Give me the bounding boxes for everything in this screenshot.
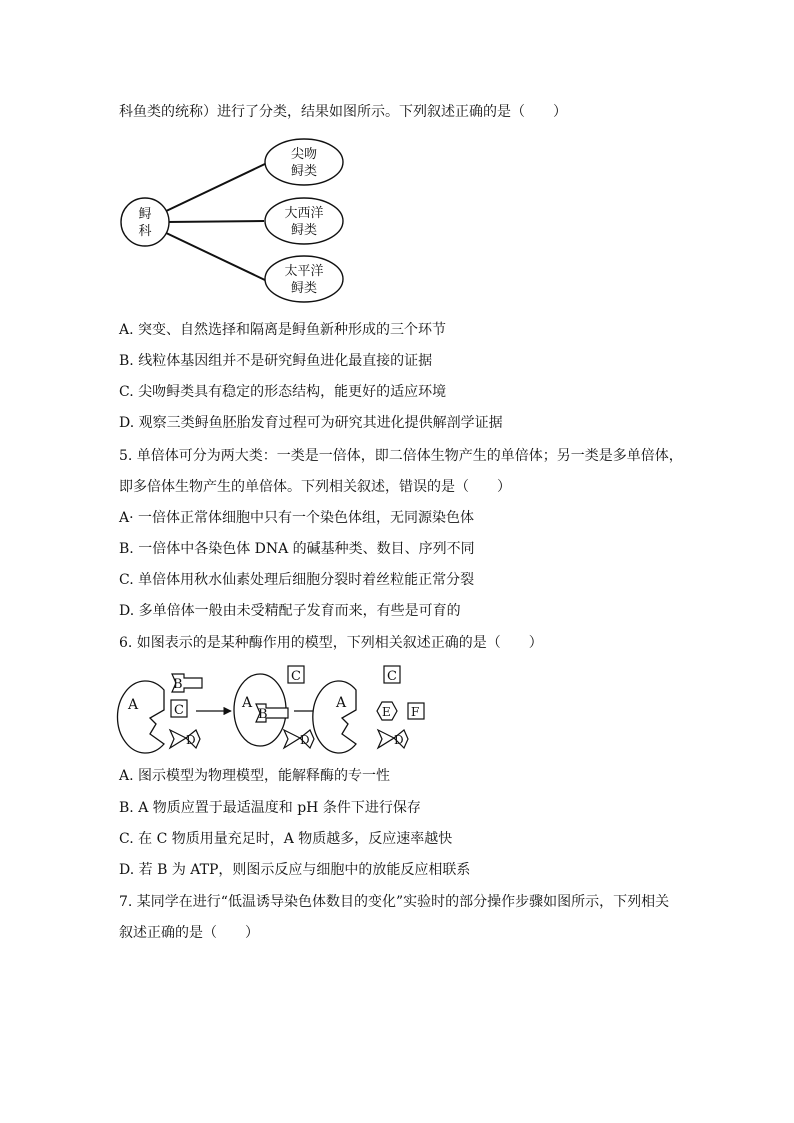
q6-stem: 6. 如图表示的是某种酶作用的模型，下列相关叙述正确的是（ ） bbox=[119, 635, 543, 651]
q5-option-a: A· 一倍体正常体细胞中只有一个染色体组，无同源染色体 bbox=[119, 510, 475, 526]
label-b-1: B bbox=[173, 677, 183, 692]
label-d-3: D bbox=[394, 733, 404, 747]
q7-stem-line-2: 叙述正确的是（ ） bbox=[119, 925, 259, 941]
q7-stem-line-1: 7. 某同学在进行“低温诱导染色体数目的变化”实验时的部分操作步骤如图所示，下列相关 bbox=[119, 894, 670, 910]
q4-stem: 科鱼类的统称）进行了分类，结果如图所示。下列叙述正确的是（ ） bbox=[119, 104, 567, 120]
node-2-line-1: 大西洋 bbox=[284, 206, 324, 221]
node-1-line-2: 鲟类 bbox=[290, 164, 318, 179]
label-c-1: C bbox=[174, 703, 184, 718]
node-2-line-2: 鲟类 bbox=[290, 223, 318, 238]
q6-option-a: A. 图示模型为物理模型，能解释酶的专一性 bbox=[119, 768, 391, 784]
label-e: E bbox=[382, 705, 391, 719]
q5-option-c: C. 单倍体用秋水仙素处理后细胞分裂时着丝粒能正常分裂 bbox=[119, 572, 475, 588]
stage-3 bbox=[313, 666, 424, 753]
node-1-line-1: 尖吻 bbox=[290, 147, 318, 162]
q4-option-a: A. 突变、自然选择和隔离是鲟鱼新种形成的三个环节 bbox=[119, 322, 447, 338]
q4-option-c: C. 尖吻鲟类具有稳定的形态结构，能更好的适应环境 bbox=[119, 384, 447, 400]
stage-2 bbox=[234, 666, 314, 748]
root-label-2: 科 bbox=[138, 224, 152, 239]
enzyme-model-diagram bbox=[116, 662, 436, 762]
label-d-2: D bbox=[300, 733, 310, 747]
label-a-1: A bbox=[128, 697, 139, 713]
label-c-3: C bbox=[387, 669, 397, 684]
sturgeon-classification-diagram bbox=[110, 136, 360, 306]
q5-option-b: B. 一倍体中各染色体 DNA 的碱基种类、数目、序列不同 bbox=[119, 541, 475, 557]
q5-stem-line-1: 5. 单倍体可分为两大类：一类是一倍体，即二倍体生物产生的单倍体；另一类是多单倍体， bbox=[119, 448, 683, 464]
label-a-3: A bbox=[336, 695, 347, 711]
q4-option-b: B. 线粒体基因组并不是研究鲟鱼进化最直接的证据 bbox=[119, 353, 433, 369]
root-label-1: 鲟 bbox=[138, 207, 152, 222]
label-f: F bbox=[411, 705, 420, 719]
q4-option-d: D. 观察三类鲟鱼胚胎发育过程可为研究其进化提供解剖学证据 bbox=[119, 415, 503, 431]
stage-1 bbox=[117, 674, 202, 753]
node-3-line-1: 太平洋 bbox=[284, 264, 324, 279]
label-d-1: D bbox=[186, 733, 196, 747]
q6-option-c: C. 在 C 物质用量充足时，A 物质越多，反应速率越快 bbox=[119, 831, 453, 847]
q5-option-d: D. 多单倍体一般由未受精配子发育而来，有些是可育的 bbox=[119, 603, 461, 619]
label-c-2: C bbox=[291, 669, 301, 684]
q5-stem-line-2: 即多倍体生物产生的单倍体。下列相关叙述，错误的是（ ） bbox=[119, 479, 511, 495]
node-3-line-2: 鲟类 bbox=[290, 281, 318, 296]
label-a-2: A bbox=[242, 695, 253, 711]
label-b-2: B bbox=[258, 707, 268, 722]
q6-option-b: B. A 物质应置于最适温度和 pH 条件下进行保存 bbox=[119, 800, 421, 816]
q6-option-d: D. 若 B 为 ATP，则图示反应与细胞中的放能反应相联系 bbox=[119, 862, 471, 878]
